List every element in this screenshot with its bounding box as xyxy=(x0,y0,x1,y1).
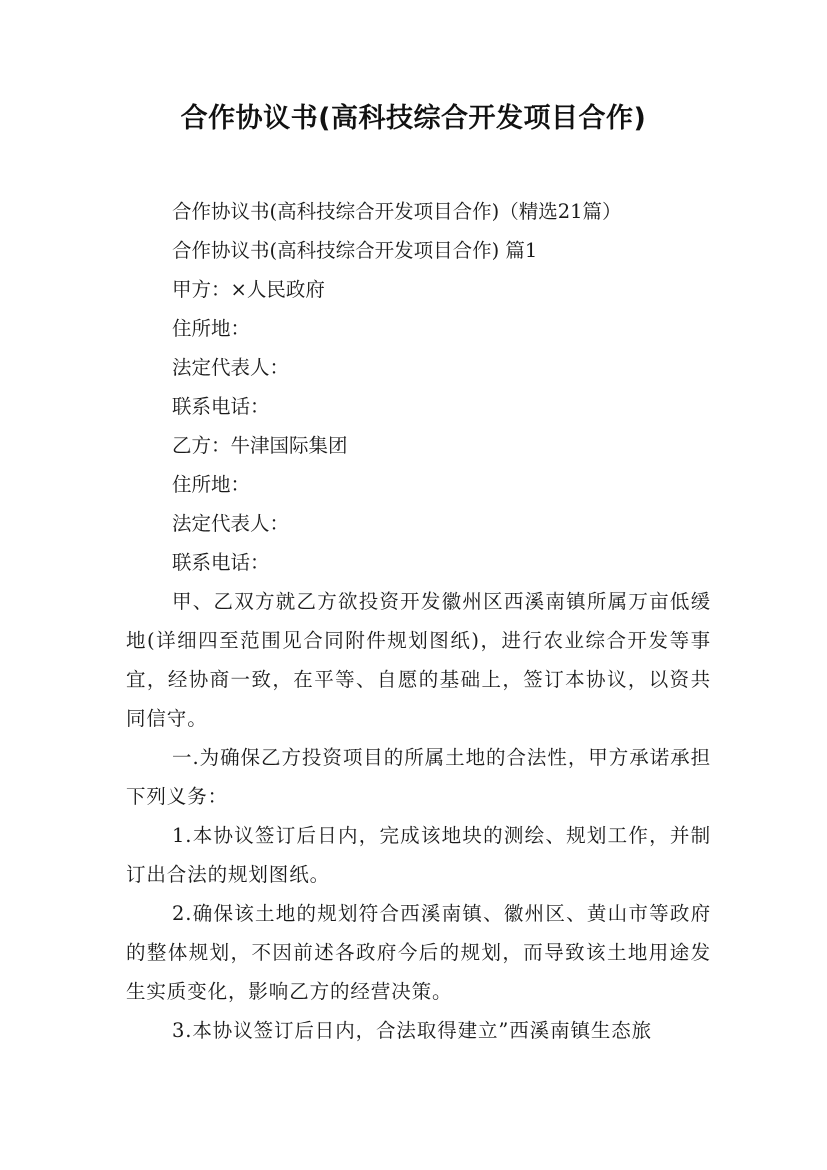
party-a-phone: 联系电话： xyxy=(172,395,270,418)
subtitle-line: 合作协议书(高科技综合开发项目合作)（精选21篇） xyxy=(172,200,622,223)
party-b-phone: 联系电话： xyxy=(172,551,270,574)
party-b-representative: 法定代表人： xyxy=(172,512,290,535)
party-b-name: 乙方：牛津国际集团 xyxy=(172,434,348,457)
clause-item-2: 2.确保该土地的规划符合西溪南镇、徽州区、黄山市等政府的整体规划，不因前述各政府今后的规划，而导致该土地用途发生实质变化，影响乙方的经营决策。 xyxy=(126,902,711,1003)
party-a-representative: 法定代表人： xyxy=(172,356,290,379)
clause-one-heading: 一.为确保乙方投资项目的所属土地的合法性，甲方承诺承担下列义务： xyxy=(126,746,711,808)
intro-paragraph: 甲、乙双方就乙方欲投资开发徽州区西溪南镇所属万亩低缓地(详细四至范围见合同附件规划图纸)，进行农业综合开发等事宜，经协商一致，在平等、自愿的基础上，签订本协议，以资共同信守。 xyxy=(126,590,711,730)
party-a-name: 甲方：×人民政府 xyxy=(172,278,325,301)
document-body xyxy=(126,192,711,1050)
document-title: 合作协议书(高科技综合开发项目合作) xyxy=(180,103,647,134)
clause-item-3: 3.本协议签订后日内，合法取得建立”西溪南镇生态旅 xyxy=(172,1019,653,1042)
party-b-address: 住所地： xyxy=(172,473,251,496)
chapter-heading: 合作协议书(高科技综合开发项目合作) 篇1 xyxy=(172,239,538,262)
clause-item-1: 1.本协议签订后日内，完成该地块的测绘、规划工作，并制订出合法的规划图纸。 xyxy=(126,824,711,886)
party-a-address: 住所地： xyxy=(172,317,251,340)
